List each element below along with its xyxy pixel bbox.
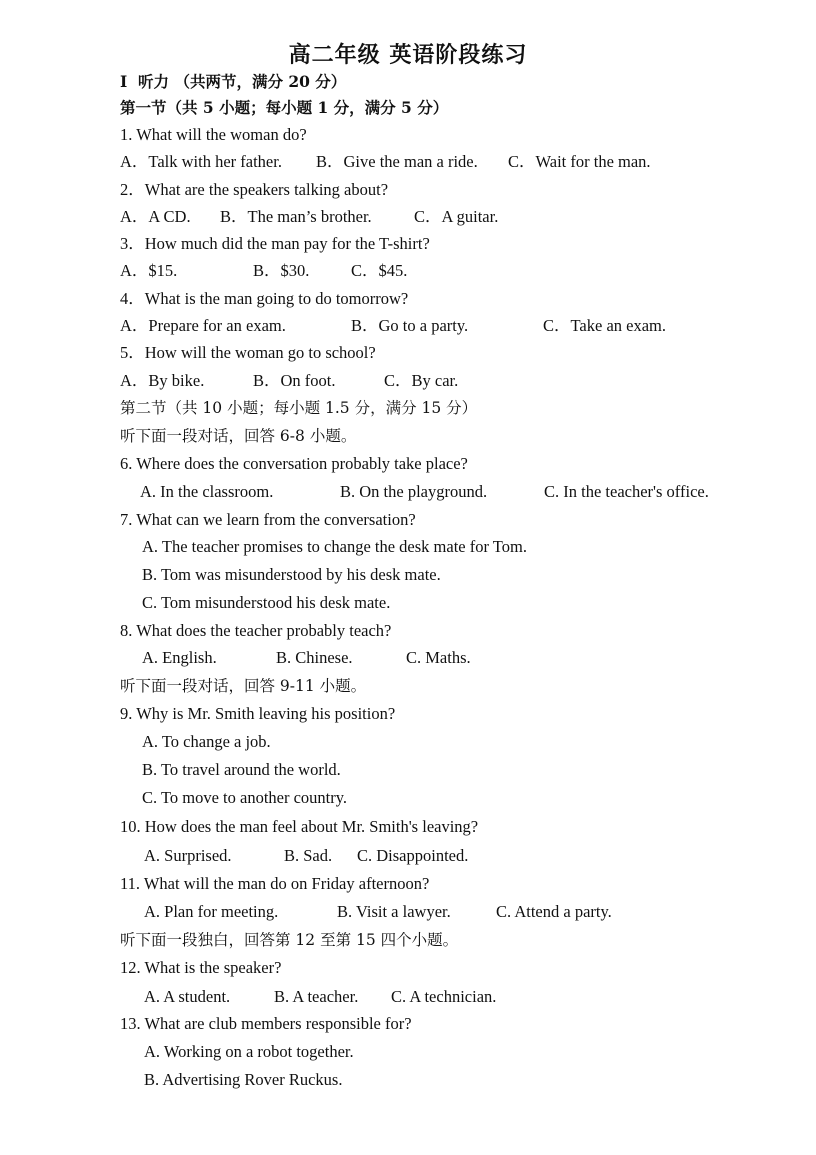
option: A. The teacher promises to change the desk mate for Tom. <box>142 537 527 556</box>
option: A. Plan for meeting. <box>144 902 279 921</box>
section-heading: 第二节（共 10 小题；每小题 1.5 分，满分 15 分） <box>120 399 478 417</box>
question-8: 8. What does the teacher probably teach? <box>120 621 392 640</box>
option: B. To travel around the world. <box>142 760 341 779</box>
question-12: 12. What is the speaker? <box>120 958 282 977</box>
question-11: 11. What will the man do on Friday afternoon? <box>120 874 430 893</box>
option: A. Surprised. <box>144 846 232 865</box>
question-6: 6. Where does the conversation probably take place? <box>120 454 468 473</box>
question-4: 4．What is the man going to do tomorrow? <box>120 289 409 308</box>
option: B. On the playground. <box>340 482 488 501</box>
option: B. Visit a lawyer. <box>337 902 451 921</box>
option: A. Working on a robot together. <box>144 1042 354 1061</box>
option: A. English. <box>142 648 217 667</box>
option: B．$30. <box>253 261 310 280</box>
question-7: 7. What can we learn from the conversation? <box>120 510 416 529</box>
instruction: 听下面一段独白，回答第 12 至第 15 四个小题。 <box>120 931 459 949</box>
question-13: 13. What are club members responsible for? <box>120 1014 412 1033</box>
option: C. Tom misunderstood his desk mate. <box>142 593 391 612</box>
instruction: 听下面一段对话，回答 6-8 小题。 <box>120 427 357 445</box>
question-5: 5．How will the woman go to school? <box>120 343 376 362</box>
question-2: 2．What are the speakers talking about? <box>120 180 389 199</box>
option: A．Prepare for an exam. <box>120 316 286 335</box>
option: B. A teacher. <box>274 987 359 1006</box>
option: C. In the teacher's office. <box>544 482 709 501</box>
question-9: 9. Why is Mr. Smith leaving his position? <box>120 704 396 723</box>
question-10: 10. How does the man feel about Mr. Smith's leaving? <box>120 817 479 836</box>
part-heading: I 听力 （共两节，满分 20 分） <box>120 72 347 91</box>
option: B．The man’s brother. <box>220 207 372 226</box>
option: C. Disappointed. <box>357 846 469 865</box>
option: C. A technician. <box>391 987 497 1006</box>
option: B. Chinese. <box>276 648 353 667</box>
option: B．Give the man a ride. <box>316 152 478 171</box>
option: C．A guitar. <box>414 207 499 226</box>
option: C. To move to another country. <box>142 788 348 807</box>
option: C．$45. <box>351 261 408 280</box>
option: A．$15. <box>120 261 178 280</box>
question-1: 1. What will the woman do? <box>120 125 307 144</box>
option: B. Tom was misunderstood by his desk mate. <box>142 565 441 584</box>
option: B. Sad. <box>284 846 333 865</box>
option: C. Attend a party. <box>496 902 612 921</box>
option: C．By car. <box>384 371 459 390</box>
instruction: 听下面一段对话，回答 9-11 小题。 <box>120 677 367 695</box>
section-heading: 第一节（共 5 小题；每小题 1 分，满分 5 分） <box>120 98 449 117</box>
option: A．A CD. <box>120 207 191 226</box>
option: B．On foot. <box>253 371 336 390</box>
option: A. In the classroom. <box>140 482 274 501</box>
option: A. To change a job. <box>142 732 271 751</box>
question-3: 3．How much did the man pay for the T-shirt? <box>120 234 430 253</box>
option: C．Wait for the man. <box>508 152 651 171</box>
option: C．Take an exam. <box>543 316 667 335</box>
option: C. Maths. <box>406 648 471 667</box>
option: B. Advertising Rover Ruckus. <box>144 1070 343 1089</box>
page-title: 高二年级 英语阶段练习 <box>288 42 528 68</box>
option: B．Go to a party. <box>351 316 469 335</box>
option: A. A student. <box>144 987 231 1006</box>
option: A．Talk with her father. <box>120 152 282 171</box>
option: A．By bike. <box>120 371 205 390</box>
